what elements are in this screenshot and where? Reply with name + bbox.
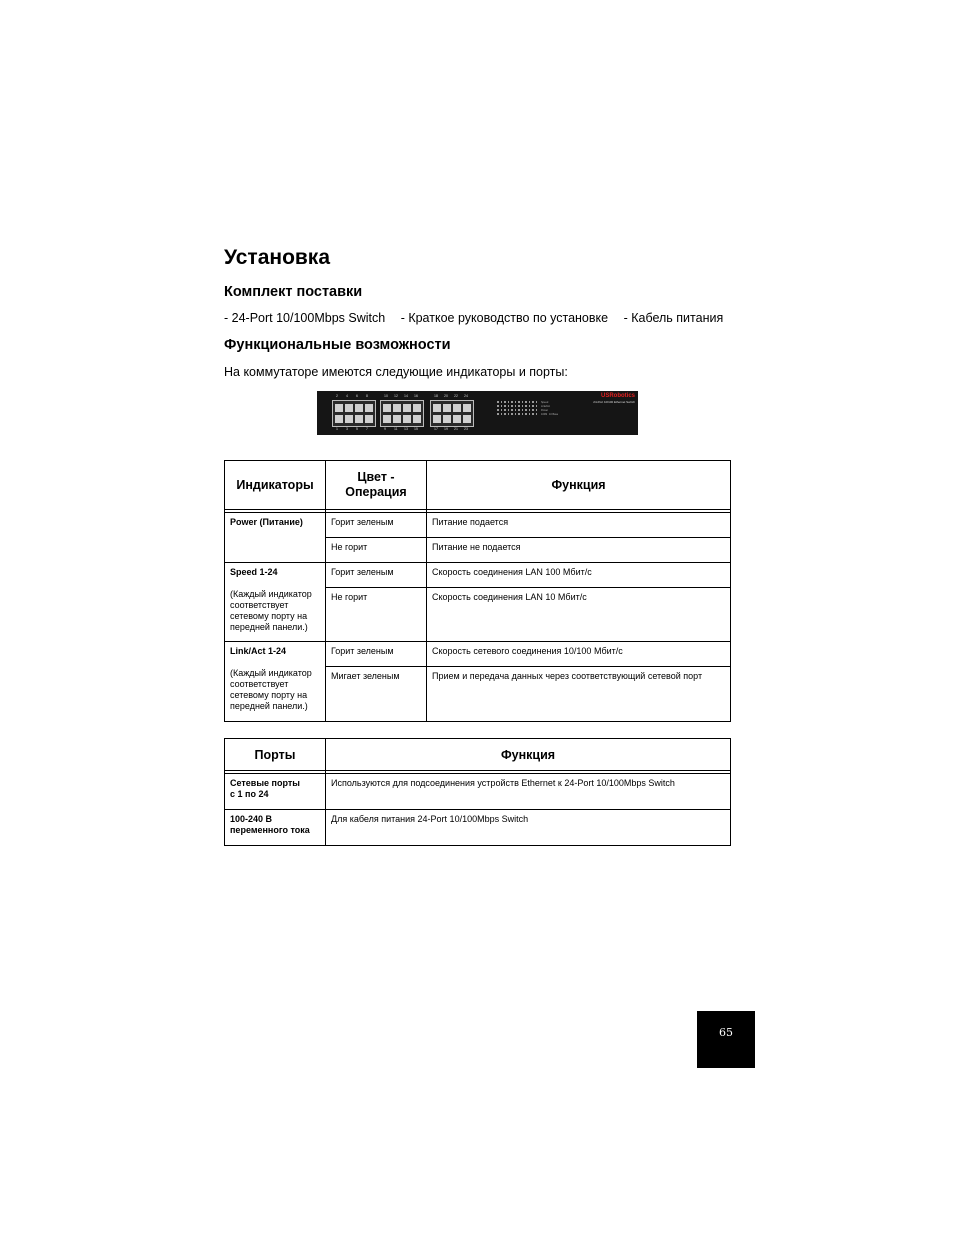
- status-led: [508, 409, 510, 411]
- function-cell: Используются для подсоединения устройств Ethernet к 24-Port 10/100Mbps Switch: [331, 778, 675, 788]
- status-led: [532, 401, 534, 403]
- port-number: 18: [434, 394, 438, 398]
- port-group: [380, 400, 424, 427]
- state-cell: Горит зеленым: [331, 646, 394, 656]
- state-cell: Мигает зеленым: [331, 671, 400, 681]
- status-led: [536, 413, 538, 415]
- function-cell: Скорость соединения LAN 100 Мбит/с: [432, 567, 592, 577]
- status-led: [529, 405, 531, 407]
- header-color-operation: Цвет - Операция: [326, 461, 427, 510]
- status-led: [536, 409, 538, 411]
- indicator-note: (Каждый индикатор соответствует сетевому порту на передней панели.): [230, 589, 312, 632]
- ethernet-port-icon: [413, 404, 421, 412]
- status-led: [529, 409, 531, 411]
- ethernet-port-icon: [355, 404, 363, 412]
- status-led: [525, 409, 527, 411]
- led-label: 100M: [541, 413, 548, 416]
- port-group: [332, 400, 376, 427]
- indicator-name: Link/Act 1-24 (Каждый индикатор соответствует сетевому порту на передней панели.): [230, 646, 312, 711]
- function-cell: Скорость сетевого соединения 10/100 Мбит/с: [432, 646, 623, 656]
- led-label: Link/Act: [541, 405, 550, 408]
- port-number: 7: [366, 427, 368, 431]
- function-cell: Питание подается: [432, 517, 509, 527]
- function-cell: Прием и передача данных через соответствующий сетевой порт: [432, 671, 703, 681]
- led-label: Speed: [541, 401, 549, 404]
- model-label: 24-Port 10/100 Ethernet Switch: [593, 400, 635, 404]
- state-cell: Не горит: [331, 542, 368, 552]
- port-number: 4: [346, 394, 348, 398]
- ethernet-port-icon: [453, 404, 461, 412]
- status-led: [508, 401, 510, 403]
- status-led: [532, 413, 534, 415]
- status-led: [515, 405, 517, 407]
- port-number: 1: [336, 427, 338, 431]
- status-led: [508, 413, 510, 415]
- status-led: [525, 405, 527, 407]
- port-number: 19: [444, 427, 448, 431]
- port-number: 11: [394, 427, 398, 431]
- port-name: 100-240 В переменного тока: [230, 814, 310, 835]
- status-led: [501, 405, 503, 407]
- port-number: 21: [454, 427, 458, 431]
- status-led: [536, 401, 538, 403]
- port-number: 2: [336, 394, 338, 398]
- ethernet-port-icon: [355, 415, 363, 423]
- status-led: [522, 409, 524, 411]
- status-led: [501, 401, 503, 403]
- kit-items: [224, 311, 735, 325]
- ethernet-port-icon: [463, 415, 471, 423]
- status-led: [522, 401, 524, 403]
- indicator-name: Power (Питание): [230, 517, 303, 527]
- ethernet-port-icon: [403, 404, 411, 412]
- status-led: [525, 401, 527, 403]
- status-led: [518, 401, 520, 403]
- brand-logo: USRobotics: [600, 393, 635, 399]
- status-led: [511, 409, 513, 411]
- status-led: [504, 413, 506, 415]
- led-label: 10 Base: [549, 413, 559, 416]
- kit-heading: Комплект поставки: [224, 284, 363, 300]
- switch-front-panel: [317, 391, 638, 435]
- ethernet-port-icon: [345, 415, 353, 423]
- status-led: [532, 409, 534, 411]
- ethernet-port-icon: [383, 415, 391, 423]
- status-led: [511, 401, 513, 403]
- state-cell: Не горит: [331, 592, 368, 602]
- ethernet-port-icon: [433, 415, 441, 423]
- ethernet-port-icon: [413, 415, 421, 423]
- status-led: [501, 413, 503, 415]
- status-led: [497, 413, 499, 415]
- status-led: [515, 409, 517, 411]
- status-led: [532, 405, 534, 407]
- port-number: 20: [444, 394, 448, 398]
- status-led: [536, 405, 538, 407]
- kit-item: - Кабель питания: [623, 311, 724, 325]
- ethernet-port-icon: [393, 415, 401, 423]
- ethernet-port-icon: [443, 404, 451, 412]
- port-number: 13: [404, 427, 408, 431]
- status-led: [525, 413, 527, 415]
- port-number: 5: [356, 427, 358, 431]
- port-number: 3: [346, 427, 348, 431]
- page-number: 65: [697, 1011, 755, 1068]
- port-number: 12: [394, 394, 398, 398]
- indicator-name: Speed 1-24 (Каждый индикатор соответствует сетевому порту на передней панели.): [230, 567, 312, 632]
- status-led: [504, 409, 506, 411]
- port-number: 6: [356, 394, 358, 398]
- indicators-table: [224, 460, 731, 722]
- status-led: [518, 405, 520, 407]
- status-led: [501, 409, 503, 411]
- ports-table: [224, 738, 731, 846]
- ethernet-port-icon: [365, 404, 373, 412]
- status-led: [529, 413, 531, 415]
- status-led: [515, 413, 517, 415]
- ethernet-port-icon: [335, 415, 343, 423]
- status-led: [518, 413, 520, 415]
- port-number: 16: [414, 394, 418, 398]
- port-number: 10: [384, 394, 388, 398]
- function-cell: Питание не подается: [432, 542, 521, 552]
- port-group: [430, 400, 474, 427]
- status-led: [504, 405, 506, 407]
- status-led: [515, 401, 517, 403]
- ethernet-port-icon: [403, 415, 411, 423]
- ethernet-port-icon: [335, 404, 343, 412]
- status-led: [504, 401, 506, 403]
- header-indicators: Индикаторы: [225, 461, 326, 510]
- port-number: 22: [454, 394, 458, 398]
- port-number: 9: [384, 427, 386, 431]
- status-led: [529, 401, 531, 403]
- port-number: 15: [414, 427, 418, 431]
- ethernet-port-icon: [365, 415, 373, 423]
- led-label: Power: [541, 409, 549, 412]
- page-title: Установка: [224, 246, 330, 269]
- status-led: [497, 405, 499, 407]
- header-ports: Порты: [225, 739, 326, 771]
- status-led: [511, 405, 513, 407]
- status-led: [518, 409, 520, 411]
- ethernet-port-icon: [393, 404, 401, 412]
- ethernet-port-icon: [443, 415, 451, 423]
- header-function: Функция: [427, 461, 731, 510]
- ethernet-port-icon: [345, 404, 353, 412]
- state-cell: Горит зеленым: [331, 567, 394, 577]
- ethernet-port-icon: [383, 404, 391, 412]
- ethernet-port-icon: [453, 415, 461, 423]
- function-cell: Для кабеля питания 24-Port 10/100Mbps Switch: [331, 814, 529, 824]
- port-number: 8: [366, 394, 368, 398]
- status-led: [522, 413, 524, 415]
- state-cell: Горит зеленым: [331, 517, 394, 527]
- port-number: 14: [404, 394, 408, 398]
- status-led: [508, 405, 510, 407]
- kit-item: - 24-Port 10/100Mbps Switch: [224, 311, 386, 325]
- function-cell: Скорость соединения LAN 10 Мбит/с: [432, 592, 587, 602]
- status-led: [497, 409, 499, 411]
- port-number: 24: [464, 394, 468, 398]
- header-function: Функция: [326, 739, 731, 771]
- status-led: [497, 401, 499, 403]
- kit-item: - Краткое руководство по установке: [400, 311, 609, 325]
- features-heading: Функциональные возможности: [224, 337, 451, 353]
- indicator-note: (Каждый индикатор соответствует сетевому порту на передней панели.): [230, 668, 312, 711]
- features-intro: На коммутаторе имеются следующие индикаторы и порты:: [224, 365, 568, 379]
- port-number: 17: [434, 427, 438, 431]
- status-led: [511, 413, 513, 415]
- port-number: 23: [464, 427, 468, 431]
- ethernet-port-icon: [463, 404, 471, 412]
- status-led: [522, 405, 524, 407]
- ethernet-port-icon: [433, 404, 441, 412]
- port-name: Сетевые порты с 1 по 24: [230, 778, 300, 799]
